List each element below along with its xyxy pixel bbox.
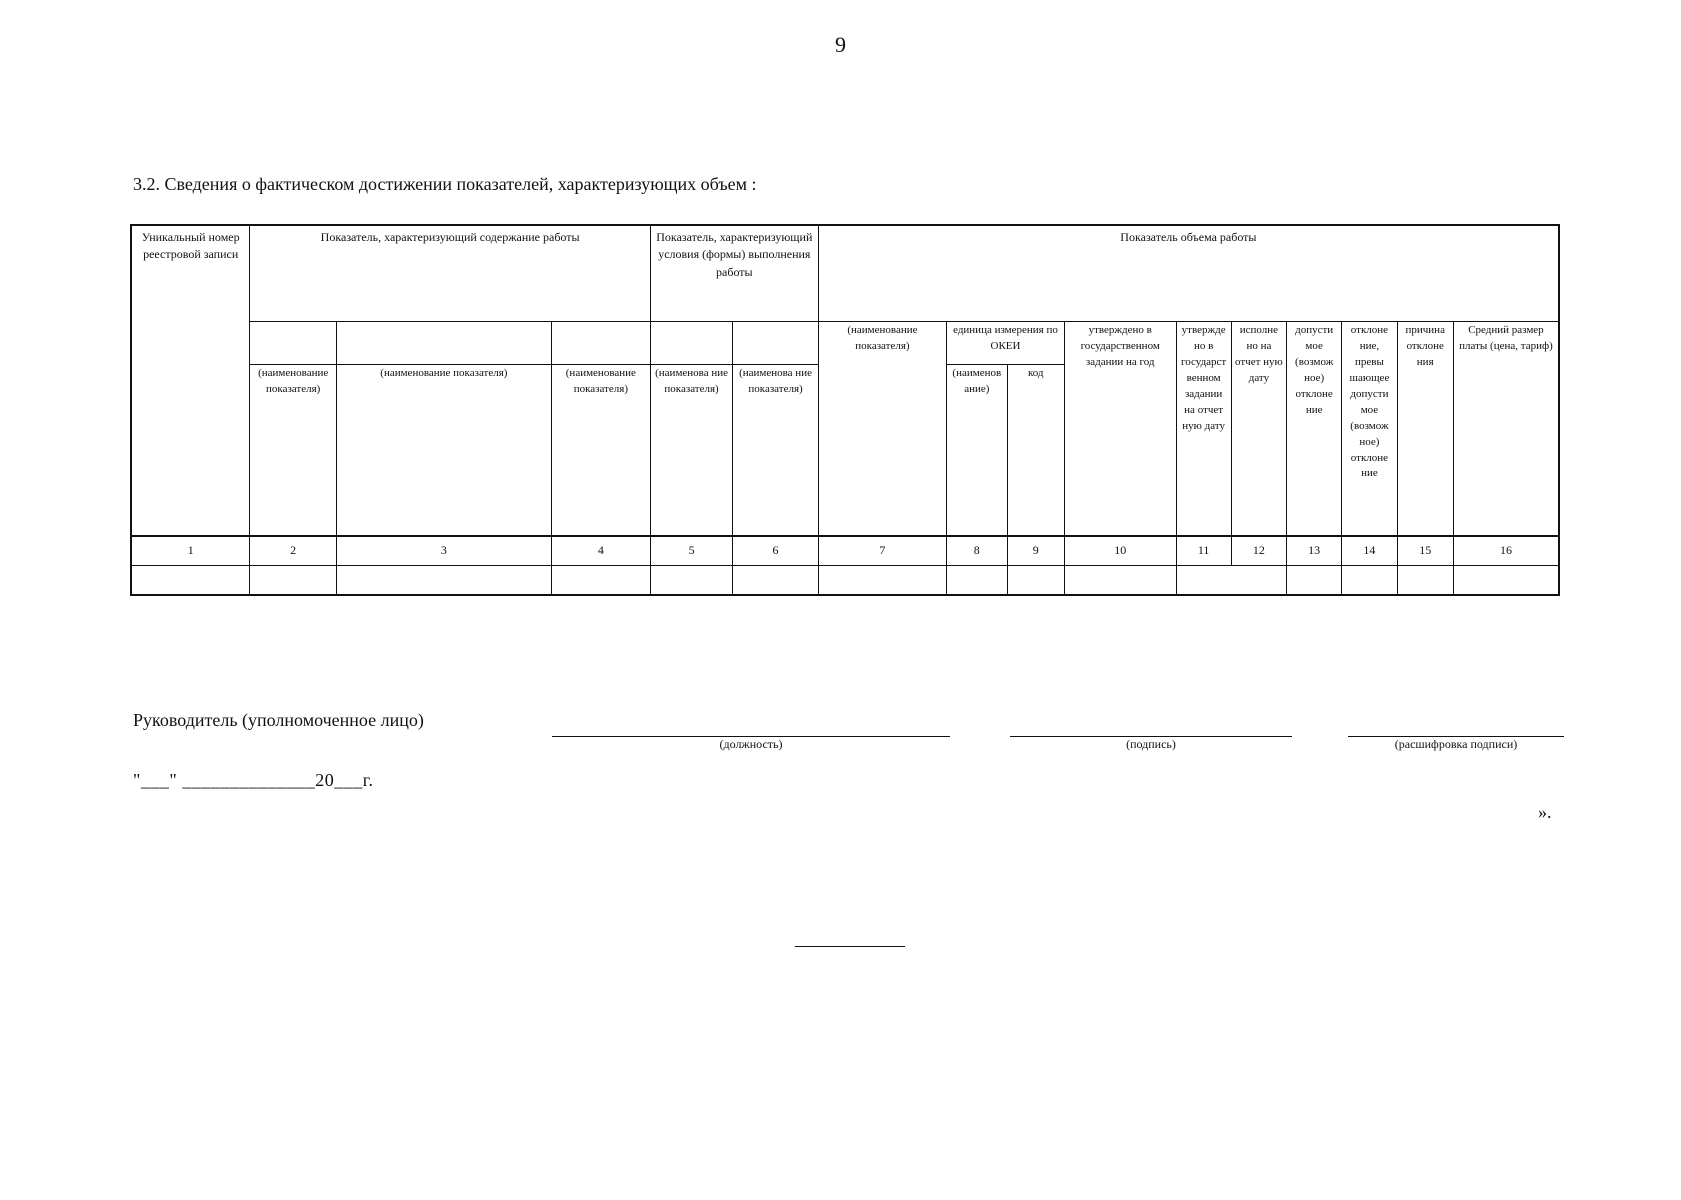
unit-name: (наименов ание): [947, 365, 1007, 537]
average-fee: Средний размер платы (цена, тариф): [1453, 322, 1559, 537]
content-subcolumn-label: (наименование показателя): [250, 365, 337, 537]
content-subcolumn-blank: [551, 322, 650, 365]
column-number: 5: [650, 536, 732, 566]
deviation-reason: причина отклоне ния: [1397, 322, 1453, 537]
conditions-subcolumn-label: (наименова ние показателя): [733, 365, 819, 537]
data-cell[interactable]: [1397, 566, 1453, 596]
data-cell[interactable]: [1064, 566, 1176, 596]
column-number: 2: [250, 536, 337, 566]
column-number: 13: [1287, 536, 1342, 566]
column-number: 3: [336, 536, 551, 566]
column-number: 16: [1453, 536, 1559, 566]
column-number: 9: [1007, 536, 1064, 566]
data-cell[interactable]: [818, 566, 946, 596]
page-number: 9: [835, 32, 846, 57]
position-caption: (должность): [719, 737, 783, 751]
unit-code: код: [1007, 365, 1064, 537]
column-number: 6: [733, 536, 819, 566]
column-number: 4: [551, 536, 650, 566]
content-subcolumn-label: (наименование показателя): [336, 365, 551, 537]
conditions-subcolumn-label: (наименова ние показателя): [650, 365, 732, 537]
conditions-subcolumn-blank: [650, 322, 732, 365]
data-cell[interactable]: [131, 566, 250, 596]
data-cell[interactable]: [1287, 566, 1342, 596]
data-cell[interactable]: [1453, 566, 1559, 596]
header-unique-number: Уникальный номер реестровой записи: [131, 225, 250, 536]
column-number: 12: [1231, 536, 1286, 566]
column-number: 11: [1176, 536, 1231, 566]
column-number: 8: [947, 536, 1007, 566]
closing-quote: ».: [1538, 802, 1552, 822]
data-cell[interactable]: [1342, 566, 1397, 596]
unit-okei: единица измерения по ОКЕИ: [947, 322, 1065, 365]
conditions-subcolumn-blank: [733, 322, 819, 365]
content-subcolumn-blank: [250, 322, 337, 365]
data-cell[interactable]: [947, 566, 1007, 596]
content-subcolumn-blank: [336, 322, 551, 365]
data-cell[interactable]: [1176, 566, 1287, 596]
data-cell[interactable]: [1007, 566, 1064, 596]
header-volume-indicator: Показатель объема работы: [818, 225, 1559, 322]
end-rule: [795, 946, 905, 947]
column-number: 1: [131, 536, 250, 566]
allowed-deviation: допусти мое (возмож ное) отклоне ние: [1287, 322, 1342, 537]
volume-indicators-table: [130, 224, 1560, 596]
data-cell[interactable]: [551, 566, 650, 596]
excess-deviation: отклоне ние, превы шающее допусти мое (возмож ное) отклоне ние: [1342, 322, 1397, 537]
data-cell[interactable]: [733, 566, 819, 596]
signature-caption: (подпись): [1126, 737, 1176, 751]
data-cell[interactable]: [650, 566, 732, 596]
header-content-indicator: Показатель, характеризующий содержание работы: [250, 225, 650, 322]
signature-label: Руководитель (уполномоченное лицо): [133, 710, 424, 730]
approved-report-date: утвержде но в государст венном задании на отчет ную дату: [1176, 322, 1231, 537]
approved-year: утверждено в государственном задании на год: [1064, 322, 1176, 537]
executed-report-date: исполне но на отчет ную дату: [1231, 322, 1286, 537]
column-number: 7: [818, 536, 946, 566]
decoding-caption: (расшифровка подписи): [1394, 737, 1518, 751]
data-cell[interactable]: [250, 566, 337, 596]
data-cell[interactable]: [336, 566, 551, 596]
date-line: "___" ______________20___г.: [133, 770, 374, 790]
volume-indicator-name: (наименование показателя): [818, 322, 946, 537]
header-conditions-indicator: Показатель, характеризующий условия (формы) выполнения работы: [650, 225, 818, 322]
column-number: 15: [1397, 536, 1453, 566]
column-number: 14: [1342, 536, 1397, 566]
column-number: 10: [1064, 536, 1176, 566]
content-subcolumn-label: (наименование показателя): [551, 365, 650, 537]
section-title: 3.2. Сведения о фактическом достижении показателей, характеризующих объем :: [133, 174, 757, 194]
